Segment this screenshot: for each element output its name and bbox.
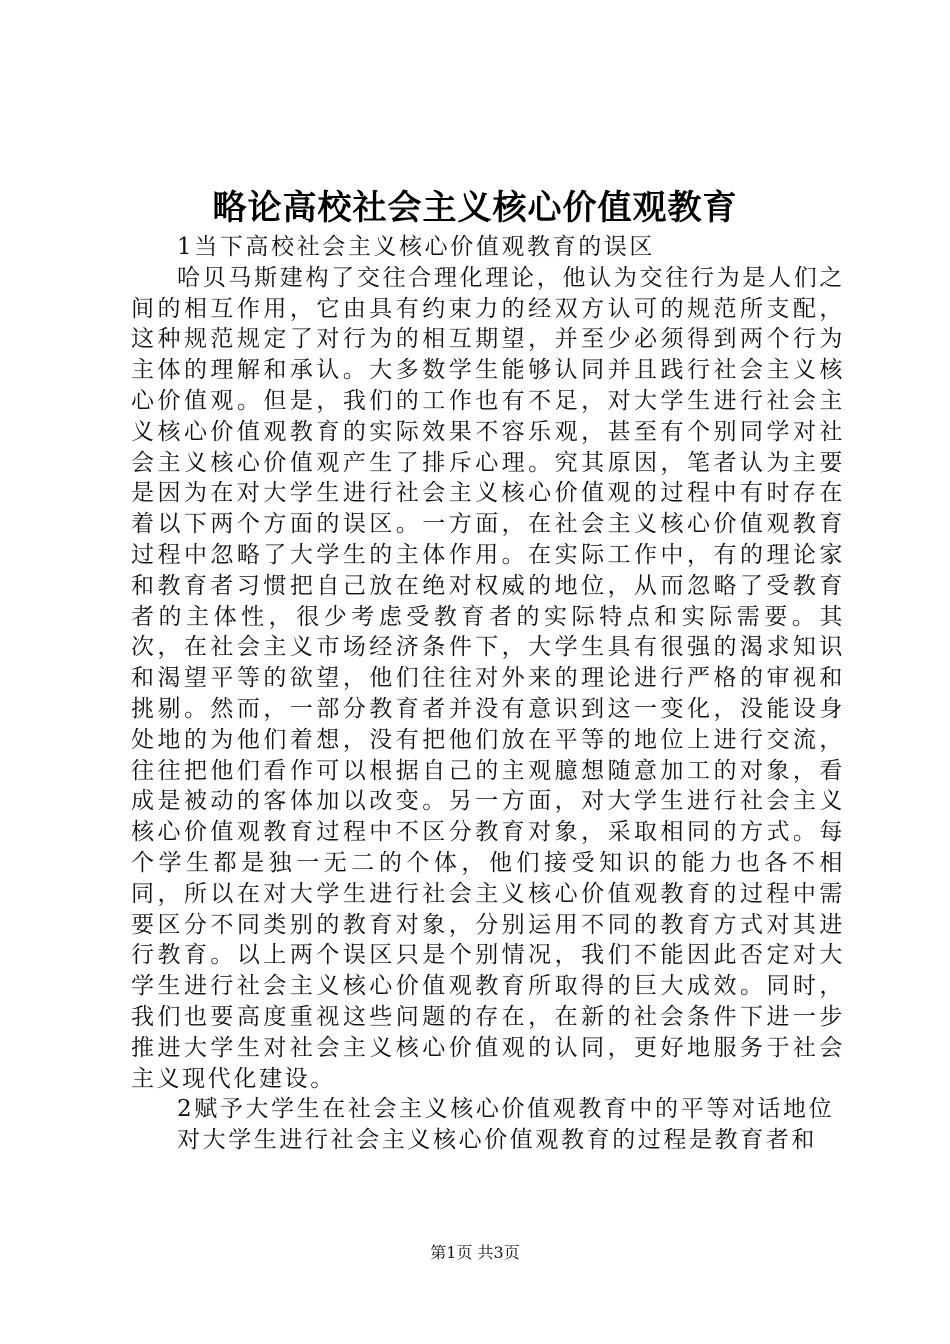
section-heading-1: 1当下高校社会主义核心价值观教育的误区 bbox=[177, 234, 656, 260]
page-footer: 第1页 共3页 bbox=[430, 1243, 520, 1262]
body-paragraph-2: 对大学生进行社会主义核心价值观教育的过程是教育者和 bbox=[177, 1127, 817, 1154]
section-heading-2: 2赋予大学生在社会主义核心价值观教育中的平等对话地位 bbox=[177, 1096, 835, 1123]
body-paragraph-1: 哈贝马斯建构了交往合理化理论，他认为交往行为是人们之间的相互作用，它由具有约束力的经双方认可的规范所支配，这种规范规定了对行为的相互期望，并至少必须得到两个行为主体的理解和承认。大多数学生能够认同并且践行社会主义核心价值观。但是，我们的工作也有不足，对大学生进行社会主义核心价值观教育的实际效果不容乐观，甚至有个别同学对社会主义核心价值观产生了排斥心理。究其原因，笔者认为主要是因为在对大学生进行社会主义核心价值观的过程中有时存在着以下两个方面的误区。一方面，在社会主义核心价值观教育过程中忽略了大学生的主体作用。在实际工作中，有的理论家和教育者习惯把自己放在绝对权威的地位，从而忽略了受教育者的主体性，很少考虑受教育者的实际特点和实际需要。其次，在社会主义市场经济条件下，大学生具有很强的渴求知识和渴望平等的欲望，他们往往对外来的理论进行严格的审视和挑剔。然而，一部分教育者并没有意识到这一变化，没能设身处地的为他们着想，没有把他们放在平等的地位上进行交流，往往把他们看作可以根据自己的主观臆想随意加工的对象，看成是被动的客体加以改变。另一方面，对大学生进行社会主义核心价值观教育过程中不区分教育对象，采取相同的方式。每个学生都是独一无二的个体，他们接受知识的能力也各不相同，所以在对大学生进行社会主义核心价值观教育的过程中需要区分不同类别的教育对象，分别运用不同的教育方式对其进行教育。以上两个误区只是个别情况，我们不能因此否定对大学生进行社会主义核心价值观教育所取得的巨大成效。同时，我们也要高度重视这些问题的存在，在新的社会条件下进一步推进大学生对社会主义核心价值观的认同，更好地服务于社会主义现代化建设。 bbox=[131, 264, 845, 1092]
document-title: 略论高校社会主义核心价值观教育 bbox=[212, 188, 738, 228]
document-body bbox=[131, 232, 845, 1156]
